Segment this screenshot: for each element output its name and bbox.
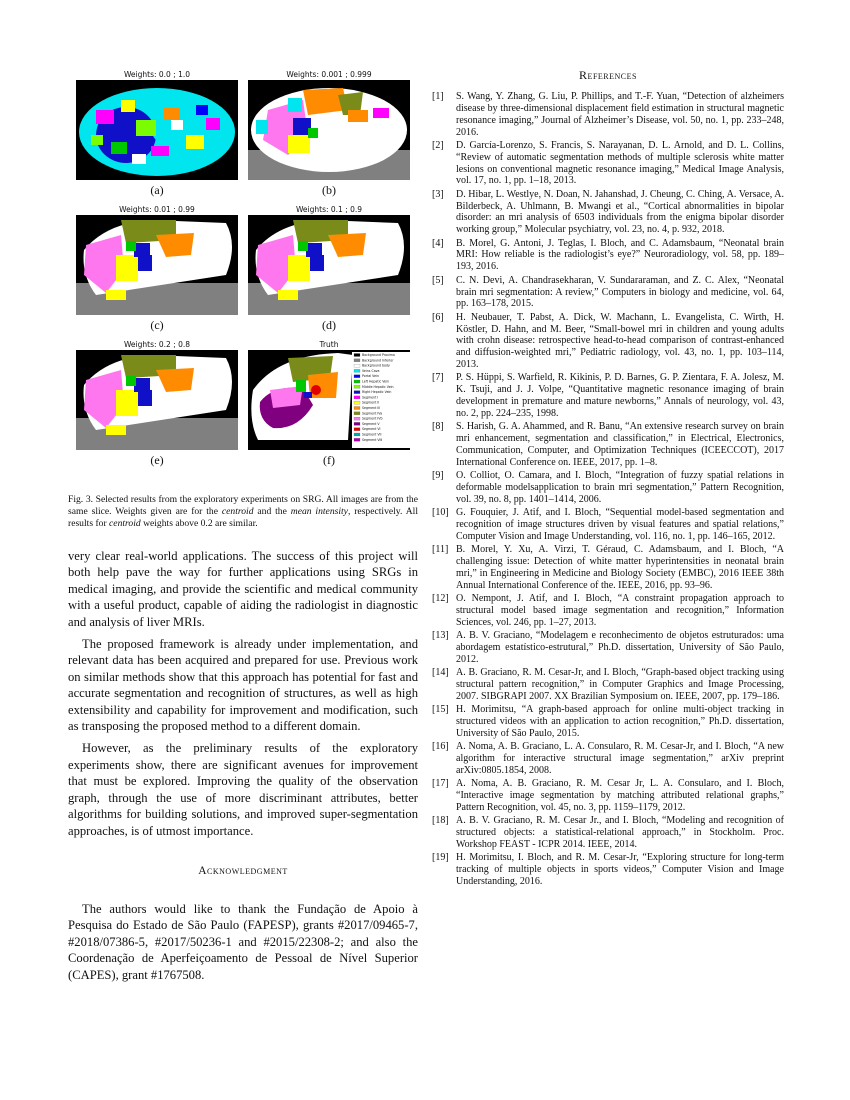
figure-panel-d	[248, 205, 410, 333]
reference-text: O. Nempont, J. Atif, and I. Bloch, “A constraint propagation approach to structural model based image segmentation and recognition,” Information Sciences, vol. 246, pp. 1–27, 2013.	[456, 593, 784, 628]
reference-text: B. Morel, Y. Xu, A. Virzi, T. Géraud, C. Adamsbaum, and I. Bloch, “A challenging issue: Detection of white matter hyperintensities in neonatal brain mri,” in Engineering in Medicine and Biology Society (EMBC), 2016 IEEE 38th Annual International Conference of the. IEEE, 2016, pp. 93–96.	[456, 544, 784, 591]
reference-number: [1]	[432, 91, 444, 102]
legend-label: Segment II	[362, 400, 380, 405]
legend-swatch	[354, 401, 360, 404]
reference-text: P. S. Hüppi, S. Warfield, R. Kikinis, P. D. Barnes, G. P. Zientara, F. A. Jolesz, M. K. Tsuji, and J. J. Volpe, “Quantitative magnetic resonance imaging of brain development in premature and mature newborns,” Annals of neurology, vol. 43, no. 2, pp. 224–235, 1998.	[456, 372, 784, 419]
left-column	[68, 62, 418, 989]
reference-item	[432, 667, 784, 703]
reference-number: [18]	[432, 815, 449, 827]
panel-title: Weights: 0.2 ; 0.8	[123, 340, 191, 349]
reference-text: A. Noma, A. B. Graciano, R. M. Cesar Jr, L. A. Consularo, and I. Bloch, “Interactive image segmentation by matching attributed relational graphs,” Pattern Recognition, vol. 45, no. 3, pp. 1159–1179, 2012.	[456, 778, 784, 813]
reference-text: A. Noma, A. B. Graciano, L. A. Consularo, R. M. Cesar-Jr, and I. Bloch, “A new algorithm for interactive structural image segmentation,” arXiv preprint arXiv:0805.1854, 2008.	[456, 741, 784, 776]
reference-text: H. Morimitsu, I. Bloch, and R. M. Cesar-Jr, “Exploring structure for long-term tracking of multiple objects in sports videos,” Computer Vision and Image Understanding, 2016.	[456, 852, 784, 887]
reference-item	[432, 778, 784, 814]
reference-item	[432, 741, 784, 777]
legend-swatch	[354, 438, 360, 441]
segmentation-image-e	[76, 350, 238, 450]
truth-image	[248, 350, 410, 450]
figure-panel-a	[76, 70, 238, 198]
reference-item	[432, 91, 784, 138]
caption-centroid: centroid	[221, 506, 254, 517]
figure-panel-c	[76, 205, 238, 333]
reference-text: D. García-Lorenzo, S. Francis, S. Narayanan, D. L. Arnold, and D. L. Collins, “Review of automatic segmentation methods of multiple sclerosis white matter lesions on conventional magnetic resonance imaging,” Medical Image Analysis, vol. 17, no. 1, pp. 1–18, 2013.	[456, 139, 784, 187]
legend-label: Portal Vein	[362, 374, 379, 379]
reference-item	[432, 470, 784, 506]
reference-number: [19]	[432, 852, 449, 864]
reference-text: H. Morimitsu, “A graph-based approach for online multi-object tracking in structured videos with an application to action recognition,” Ph.D. dissertation, University of São Paulo, 2015.	[456, 704, 784, 739]
reference-item	[432, 372, 784, 419]
legend-label: Segment IVa	[362, 411, 383, 416]
body-text	[68, 548, 418, 839]
reference-number: [10]	[432, 507, 449, 519]
panel-title: Weights: 0.001 ; 0.999	[286, 70, 372, 79]
legend-label: Middle Hepatic Vein	[362, 384, 394, 389]
caption-mean: mean intensity	[290, 506, 348, 517]
reference-text: D. Hibar, L. Westlye, N. Doan, N. Jahanshad, J. Cheung, C. Ching, A. Versace, A. Bilderbeck, A. Uhlmann, B. Mwangi et al., “Cortical abnormalities in bipolar disorder: an mri analysis of 6503 individuals from the enigma bipolar disorder working group,” Molecular psychiatry, vol. 23, no. 4, p. 932, 2018.	[456, 188, 784, 236]
reference-number: [6]	[432, 311, 444, 323]
legend-swatch	[354, 422, 360, 425]
reference-text: B. Morel, G. Antoni, J. Teglas, I. Bloch, and C. Adamsbaum, “Neonatal brain MRI: How reliable is the radiologist’s eye?” Neuroradiology, vol. 58, pp. 189–193, 2016.	[456, 237, 784, 273]
reference-item	[432, 312, 784, 371]
segmentation-image-a	[76, 80, 238, 180]
reference-number: [13]	[432, 630, 449, 642]
segmentation-image-c	[76, 215, 238, 315]
panel-title: Truth	[319, 340, 339, 349]
caption-centroid-2: centroid	[109, 518, 141, 529]
right-column	[432, 62, 784, 889]
panel-label: (a)	[150, 183, 164, 197]
caption-end-2: weights above 0.2 are similar.	[143, 518, 258, 529]
panel-label: (d)	[322, 318, 336, 332]
paragraph: However, as the preliminary results of the exploratory experiments show, there are significant avenues for improvement that must be explored. Improving the quality of the observation graph, through the use of more discriminant attributes, better algorithms for building solutions, and improved super-segmentation approaches, is of utmost importance.	[68, 741, 418, 838]
panel-title: Weights: 0.01 ; 0.99	[119, 205, 195, 214]
legend-swatch	[354, 396, 360, 399]
reference-number: [5]	[432, 274, 444, 286]
legend-label: Background Proxima	[362, 353, 395, 357]
figure-panel-e	[76, 340, 238, 468]
legend-swatch	[354, 380, 360, 383]
reference-item	[432, 815, 784, 851]
legend-label: Right Hepatic Vein	[362, 390, 392, 395]
reference-text: S. Wang, Y. Zhang, G. Liu, P. Phillips, and T.-F. Yuan, “Detection of alzheimers disease by three-dimensional displacement field estimation in structural magnetic resonance imaging,” Journal of Alzheimer’s Disease, vol. 50, no. 1, pp. 233–248, 2016.	[456, 91, 784, 138]
reference-text: C. N. Devi, A. Chandrasekharan, V. Sundararaman, and Z. C. Alex, “Neonatal brain mri segmentation: A review,” Computers in biology and medicine, vol. 64, pp. 163–178, 2015.	[456, 274, 784, 310]
reference-text: H. Neubauer, T. Pabst, A. Dick, W. Machann, L. Evangelista, C. Wirth, H. Köstler, D. Hahn, and M. Beer, “Small-bowel mri in children and young adults with crohn disease: retrospective head-to-head comparison of contrast-enhanced and diffusion-weighted mri,” Pediatric radiology, vol. 43, no. 1, pp. 103–114, 2013.	[456, 311, 784, 371]
reference-item	[432, 421, 784, 468]
reference-item	[432, 544, 784, 591]
reference-text: A. B. V. Graciano, R. M. Cesar Jr., and I. Bloch, “Modeling and recognition of structured objects: a statistical-relational approach,” in Stockholm. Proc. Workshop FEAST - ICPR 2014. IEEE, 2014.	[456, 815, 784, 850]
reference-number: [7]	[432, 372, 444, 384]
legend-swatch	[354, 385, 360, 388]
legend-label: Segment I	[362, 395, 379, 400]
legend-label: Segment IVb	[362, 416, 383, 421]
legend-swatch	[354, 407, 360, 410]
paragraph: The proposed framework is already under implementation, and relevant data has been acquired and prepared for use. Previous work on similar methods show that this approach has potential for fast and accurate segmentation and recognition of structures, as well as high extensibility and capability for improvement and modification, such as transposing the proposed method to a different domain.	[68, 637, 418, 734]
reference-number: [17]	[432, 778, 449, 790]
reference-text: A. B. V. Graciano, “Modelagem e reconhecimento de objetos estruturados: uma abordagem estatístico-estrutural,” Ph.D. dissertation, University of São Paulo, 2012.	[456, 630, 784, 665]
reference-text: O. Colliot, O. Camara, and I. Bloch, “Integration of fuzzy spatial relations in deformable modelsapplication to brain mri segmentation,” Pattern Recognition, vol. 39, no. 8, pp. 1401–1414, 2006.	[456, 470, 784, 505]
reference-item	[432, 189, 784, 236]
legend-swatch	[354, 359, 360, 362]
legend-label: Segment V	[362, 421, 380, 426]
reference-number: [3]	[432, 188, 444, 200]
acknowledgment-text: The authors would like to thank the Fundação de Apoio à Pesquisa do Estado de São Paulo (FAPESP), grants #2017/09465-7, #2018/07386-5, #2017/50236-1 and #2015/22308-2; and also the Coordenação de Aperfeiçoamento de Pessoal de Nível Superior (CAPES), grant #1767508.	[68, 901, 418, 982]
panel-label: (e)	[150, 453, 164, 467]
legend-swatch	[354, 391, 360, 394]
reference-item	[432, 507, 784, 543]
legend-label: Background Inferior	[362, 358, 394, 363]
panel-title: Weights: 0.0 ; 1.0	[123, 70, 191, 79]
figure-caption	[68, 494, 418, 530]
reference-number: [8]	[432, 421, 444, 433]
reference-number: [4]	[432, 237, 444, 249]
figure-panel-b	[248, 70, 410, 198]
panel-label: (b)	[322, 183, 336, 197]
legend-swatch	[354, 433, 360, 436]
legend-label: Left Hepatic Vein	[362, 379, 390, 384]
reference-item	[432, 140, 784, 187]
caption-prefix: Fig. 3.	[68, 494, 94, 505]
reference-item	[432, 275, 784, 311]
caption-text: Selected results from the exploratory experiments on SRG. All images are from the same slice. Weights given are for the	[68, 494, 418, 517]
reference-number: [9]	[432, 470, 444, 482]
reference-text: S. Harish, G. A. Ahammed, and R. Banu, “An extensive research survey on brain mri enhancement, segmentation and classification,” in Electrical, Electronics, Communication, Computer, and Optimization Techniques (ICEECCOT), 2017 International Conference on. IEEE, 2017, pp. 1–8.	[456, 421, 784, 468]
legend-swatch	[354, 354, 360, 357]
reference-item	[432, 852, 784, 888]
segmentation-image-d	[248, 215, 410, 315]
segmentation-image-b	[248, 80, 410, 180]
legend-label: Segment VIII	[362, 437, 383, 442]
legend-label: Veins Cava	[362, 368, 380, 373]
legend-swatch	[354, 369, 360, 372]
reference-number: [12]	[432, 593, 449, 605]
panel-label: (f)	[323, 453, 335, 467]
paragraph: very clear real-world applications. The success of this project will both help pave the way for further applications using SRGs in medical imaging, and provide the scientific and medical community with a useful product, capable of aiding the radiologist in diagnostic and analysis of liver MRIs.	[68, 549, 418, 629]
figure-3	[68, 62, 418, 492]
reference-item	[432, 630, 784, 666]
legend-swatch	[354, 364, 360, 367]
reference-number: [2]	[432, 139, 444, 151]
reference-list	[432, 91, 784, 888]
reference-text: A. B. Graciano, R. M. Cesar-Jr, and I. Bloch, “Graph-based object tracking using structural pattern recognition,” in Computer Graphics and Image Processing, 2007. SIBGRAPI 2007. XX Brazilian Symposium on. IEEE, 2007, pp. 179–186.	[456, 667, 784, 702]
legend-swatch	[354, 412, 360, 415]
legend-label: Background body	[362, 363, 390, 368]
legend-label: Segment VII	[362, 432, 382, 437]
panel-label: (c)	[150, 318, 164, 332]
caption-and: and the	[257, 506, 287, 517]
reference-number: [14]	[432, 667, 449, 679]
reference-item	[432, 593, 784, 629]
legend-label: Segment III	[362, 406, 381, 410]
acknowledgment-heading: Acknowledgment	[198, 864, 288, 877]
reference-number: [11]	[432, 544, 449, 556]
reference-text: G. Fouquier, J. Atif, and I. Bloch, “Sequential model-based segmentation and recognition of image structures driven by visual features and spatial relations,” Computer Vision and Image Understanding, vol. 116, no. 1, pp. 146–165, 2012.	[456, 507, 784, 542]
legend-swatch	[354, 428, 360, 431]
references-heading: References	[579, 68, 637, 82]
reference-number: [15]	[432, 704, 449, 716]
reference-item	[432, 704, 784, 740]
figure-panel-f	[248, 340, 410, 468]
legend-label: Segment VI	[362, 427, 381, 432]
reference-number: [16]	[432, 741, 449, 753]
caption-end: , respectively. All results for	[68, 506, 418, 529]
legend-swatch	[354, 375, 360, 378]
legend-swatch	[354, 417, 360, 420]
reference-item	[432, 238, 784, 274]
panel-title: Weights: 0.1 ; 0.9	[295, 205, 363, 214]
